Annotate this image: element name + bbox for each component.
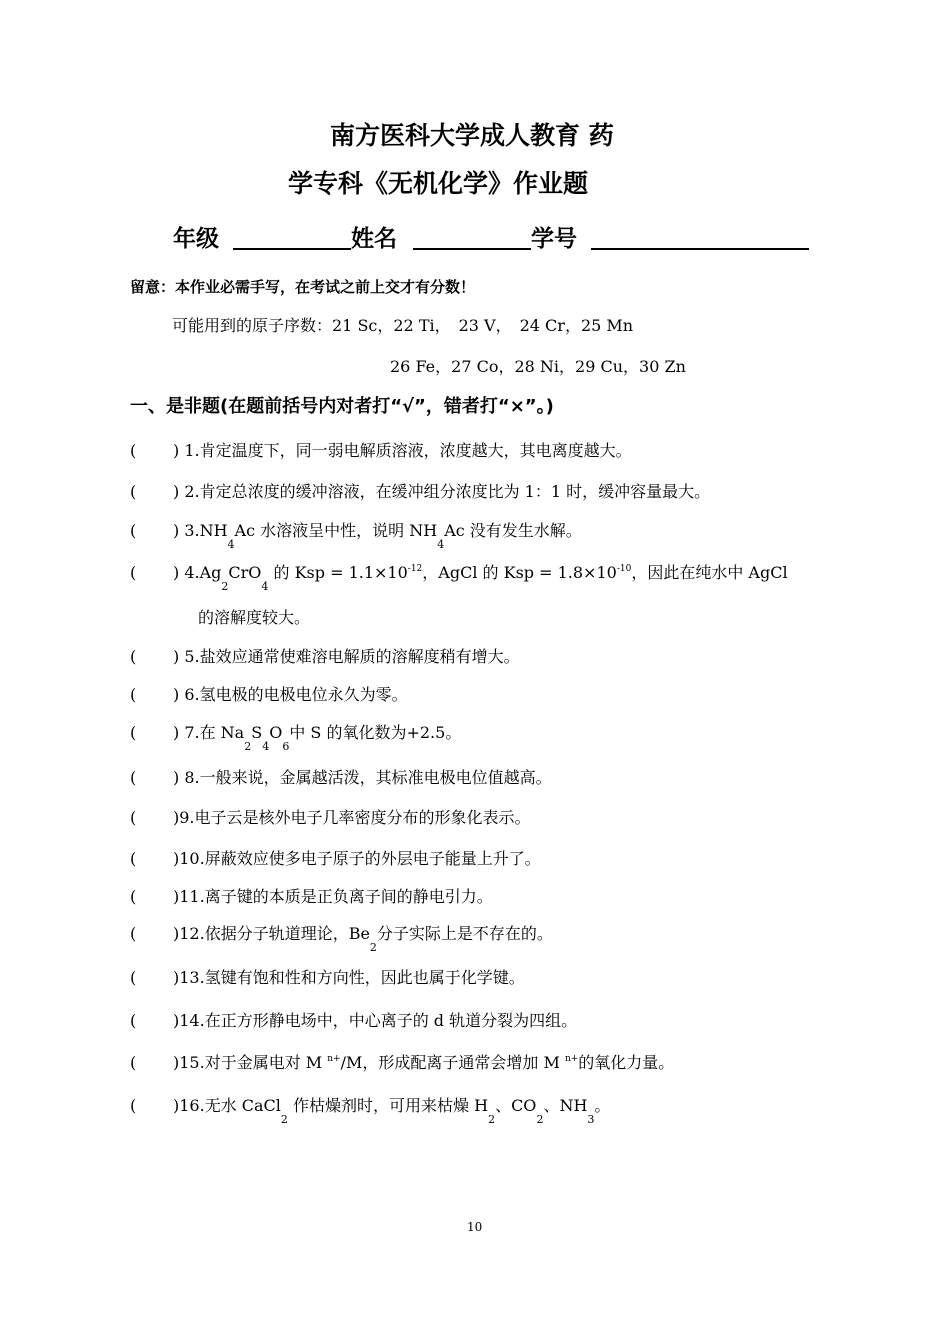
answer-paren[interactable]: ( [130, 521, 137, 540]
atomic-numbers-line-2: 26 Fe，27 Co，28 Ni，29 Cu，30 Zn [390, 357, 686, 376]
answer-paren[interactable]: ( [130, 768, 137, 787]
question-3: ( ) $3.NH_4Ac$ 水溶液呈中性，说明 $NH_4Ac$ 没有发生水解。 [130, 521, 582, 551]
name-blank[interactable] [413, 248, 531, 250]
answer-paren[interactable]: ( [130, 924, 137, 943]
section-1-heading: 一、是非题(在题前括号内对者打“√”，错者打“×”。) [130, 396, 554, 417]
notice-text: 留意：本作业必需手写，在考试之前上交才有分数！ [130, 278, 476, 296]
answer-paren[interactable]: ( [130, 808, 137, 827]
answer-paren[interactable]: ( [130, 1096, 137, 1115]
question-8: ( ) 8.一般来说，金属越活泼，其标准电极电位值越高。 [130, 768, 552, 787]
grade-blank[interactable] [233, 248, 351, 250]
answer-paren[interactable]: ( [130, 647, 137, 666]
title-line-2: 学专科《无机化学》作业题 [288, 169, 589, 198]
question-7: ( ) 7.在 $Na_2S_4O_6$中 S 的氧化数为+2.5。 [130, 723, 462, 753]
answer-paren[interactable]: ( [130, 482, 137, 501]
title-line-1: 南方医科大学成人教育 药 [330, 121, 614, 150]
question-14: ( )14.在正方形静电场中，中心离子的 d 轨道分裂为四组。 [130, 1011, 578, 1030]
name-label: 姓名 [351, 226, 397, 252]
question-15: ( )15.对于金属电对 M $^{n+}$/M，形成配离子通常会增加 M $^{n+}$的氧化力量。 [130, 1053, 675, 1072]
grade-label: 年级 [173, 226, 219, 252]
answer-paren[interactable]: ( [130, 563, 137, 582]
answer-paren[interactable]: ( [130, 723, 137, 742]
page-number: 10 [467, 1220, 483, 1234]
student-id-label: 学号 [531, 226, 577, 252]
question-1: ( ) 1.肯定温度下，同一弱电解质溶液，浓度越大，其电离度越大。 [130, 441, 632, 460]
question-4-continued: 的溶解度较大。 [198, 608, 311, 627]
question-5: ( ) 5.盐效应通常使难溶电解质的溶解度稍有增大。 [130, 647, 520, 666]
answer-paren[interactable]: ( [130, 849, 137, 868]
student-id-blank[interactable] [591, 248, 809, 250]
question-2: ( ) 2.肯定总浓度的缓冲溶液，在缓冲组分浓度比为 1：1 时，缓冲容量最大。 [130, 482, 711, 501]
question-16: ( )16.无水 CaCl$_2$ 作枯燥剂时，可用来枯燥 $H_2$、$CO_2$、$NH_3$。 [130, 1096, 611, 1126]
answer-paren[interactable]: ( [130, 968, 137, 987]
answer-paren[interactable]: ( [130, 685, 137, 704]
question-6: ( ) 6.氢电极的电极电位永久为零。 [130, 685, 408, 704]
atomic-numbers-line-1: 可能用到的原子序数：21 Sc，22 Ti， 23 V， 24 Cr，25 Mn [172, 316, 634, 335]
question-4: ( ) $4.Ag_2CrO_4$ 的 Ksp = $1.1\times 10^{-12}$，AgCl 的 Ksp = $1.8\times 10^{-10}$，因此在纯水中 AgCl [130, 563, 788, 593]
answer-paren[interactable]: ( [130, 1011, 137, 1030]
question-10: ( )10.屏蔽效应使多电子原子的外层电子能量上升了。 [130, 849, 541, 868]
answer-paren[interactable]: ( [130, 1053, 137, 1072]
question-11: ( )11.离子键的本质是正负离子间的静电引力。 [130, 887, 493, 906]
question-9: ( )9.电子云是核外电子几率密度分布的形象化表示。 [130, 808, 531, 827]
answer-paren[interactable]: ( [130, 887, 137, 906]
question-13: ( )13.氢键有饱和性和方向性，因此也属于化学键。 [130, 968, 525, 987]
question-12: ( )12.依据分子轨道理论，$Be_2$分子实际上是不存在的。 [130, 924, 553, 954]
answer-paren[interactable]: ( [130, 441, 137, 460]
